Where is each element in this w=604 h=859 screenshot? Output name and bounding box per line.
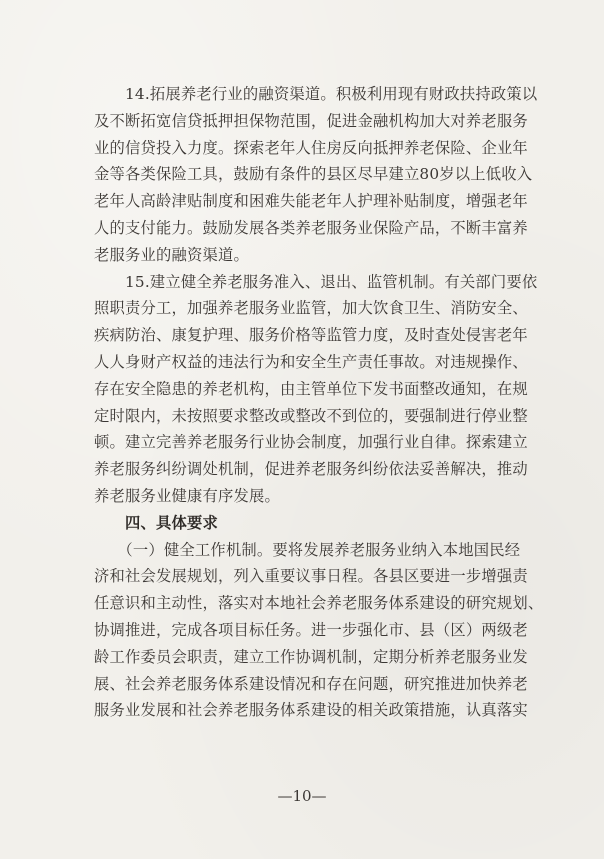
- subsection-1-line-3: 任意识和主动性，落实对本地社会养老服务体系建设的研究规划、: [94, 594, 544, 613]
- paragraph-14-line-2: 及不断拓宽信贷抵押担保物范围，促进金融机构加大对养老服务: [94, 111, 528, 130]
- paragraph-14-line-1: 14.拓展养老行业的融资渠道。积极利用现有财政扶持政策以: [94, 85, 538, 103]
- paragraph-15-line-1: 15.建立健全养老服务准入、退出、监管机制。有关部门要依: [94, 272, 538, 291]
- paragraph-15-line-9: 养老服务业健康有序发展。: [94, 486, 280, 505]
- subsection-1-line-1: （一）健全工作机制。要将发展养老服务业纳入本地国民经: [94, 540, 521, 559]
- paragraph-14-line-6: 人的支付能力。鼓励发展各类养老服务业保险产品，不断丰富养: [94, 218, 528, 237]
- subsection-1-line-7: 服务业发展和社会养老服务体系建设的相关政策措施，认真落实: [94, 701, 528, 720]
- subsection-1-line-4: 协调推进，完成各项目标任务。进一步强化市、县（区）两级老: [94, 620, 528, 639]
- paragraph-15-line-2: 照职责分工，加强养老服务业监管，加大饮食卫生、消防安全、: [94, 299, 528, 318]
- subsection-1-line-5: 龄工作委员会职责，建立工作协调机制，定期分析养老服务业发: [94, 647, 528, 666]
- paragraph-14-line-5: 老年人高龄津贴制度和困难失能老年人护理补贴制度，增强老年: [94, 192, 528, 211]
- paragraph-15-line-6: 定时限内，未按照要求整改或整改不到位的，要强制进行停业整: [94, 406, 528, 425]
- paragraph-14-line-7: 老服务业的融资渠道。: [94, 245, 249, 264]
- paragraph-15-line-8: 养老服务纠纷调处机制，促进养老服务纠纷依法妥善解决，推动: [94, 460, 528, 479]
- paragraph-14-line-4: 金等各类保险工具，鼓励有条件的县区尽早建立80岁以上低收入: [94, 165, 533, 184]
- paragraph-15-line-4: 人人身财产权益的违法行为和安全生产责任事故。对违规操作、: [94, 352, 528, 371]
- section-heading: 四、具体要求: [94, 513, 218, 532]
- paragraph-15-line-3: 疾病防治、康复护理、服务价格等监管力度，及时查处侵害老年: [94, 326, 528, 345]
- paragraph-14-line-3: 业的信贷投入力度。探索老年人住房反向抵押养老保险、企业年: [94, 138, 528, 157]
- paragraph-15-line-5: 存在安全隐患的养老机构，由主管单位下发书面整改通知，在规: [94, 379, 528, 398]
- paragraph-15-line-7: 顿。建立完善养老服务行业协会制度，加强行业自律。探索建立: [94, 433, 528, 452]
- page-number: —10—: [277, 787, 327, 805]
- subsection-1-line-2: 济和社会发展规划，列入重要议事日程。各县区要进一步增强责: [94, 567, 528, 586]
- subsection-1-line-6: 展、社会养老服务体系建设情况和存在问题，研究推进加快养老: [94, 674, 528, 693]
- document-body: [94, 81, 544, 724]
